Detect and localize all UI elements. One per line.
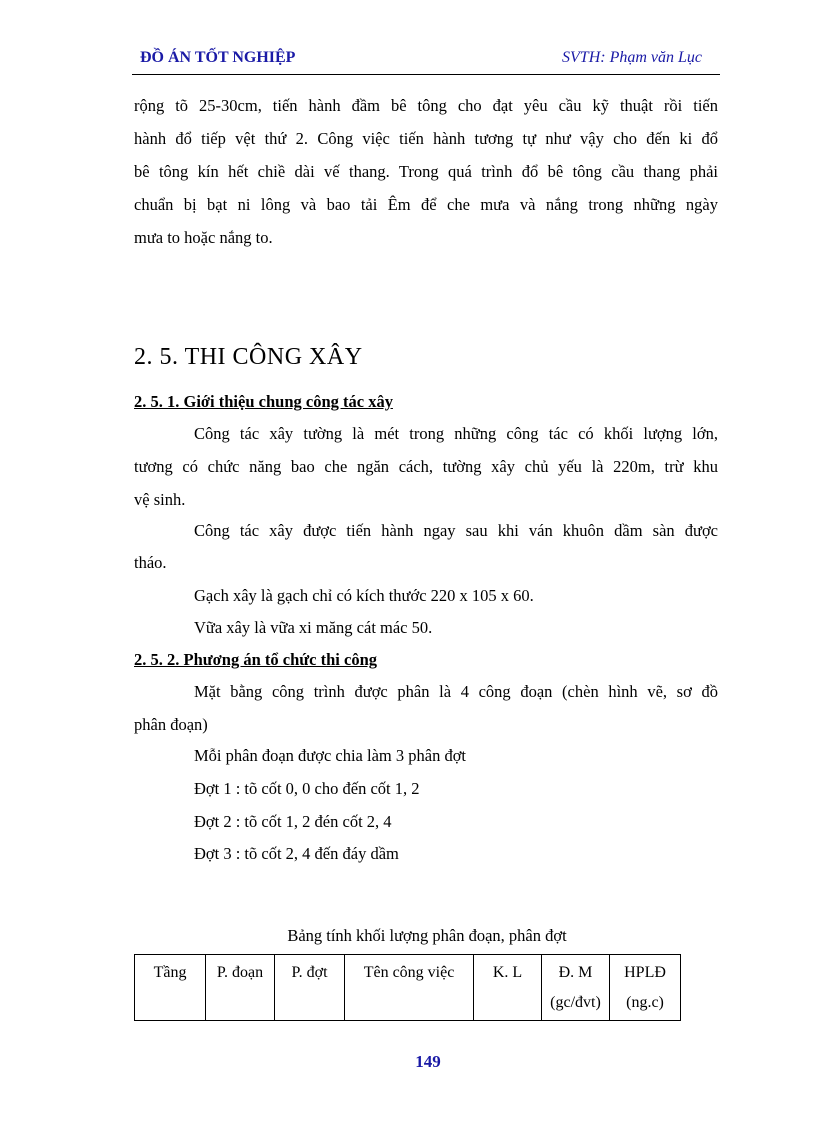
paragraph-line: Đợt 1 : tõ cốt 0, 0 cho đến cốt 1, 2 (194, 779, 420, 798)
column-header-phan-doan (206, 955, 275, 1021)
page-number: 149 (415, 1052, 441, 1071)
column-header-sublabel: (ng.c) (626, 994, 664, 1011)
column-header-label: K. L (492, 964, 523, 981)
paragraph-line: Gạch xây là gạch chỉ có kích thước 220 x 105 x 60. (194, 586, 534, 605)
column-header-phan-dot (275, 955, 345, 1021)
paragraph-line: Mỗi phân đoạn được chia làm 3 phân đợt (194, 746, 467, 765)
column-header-sublabel: (gc/đvt) (550, 994, 601, 1011)
column-header-label: Đ. M (558, 964, 593, 981)
column-header-hpld (610, 955, 681, 1021)
column-header-label: Tầng (153, 964, 187, 981)
paragraph-line: tháo. (134, 553, 167, 572)
paragraph-line: Công tác xây tường là mét trong những công tác có khối lượng lớn, (194, 424, 718, 443)
section-title: 2. 5. THI CÔNG XÂY (134, 344, 363, 370)
paragraph-line: phân đoạn) (134, 715, 208, 734)
column-header-label: HPLĐ (624, 964, 666, 981)
header-author: SVTH: Phạm văn Lục (562, 49, 702, 66)
paragraph-line: Vữa xây là vữa xi măng cát mác 50. (194, 618, 433, 637)
volume-table (134, 954, 681, 1021)
paragraph-line: hành đổ tiếp vệt thứ 2. Công việc tiến hành tương tự như vậy cho đến ki đổ (134, 129, 718, 148)
column-header-label: P. đoạn (216, 964, 264, 981)
paragraph-line: bê tông kín hết chiề dài vế thang. Trong quá trình đổ bê tông cầu thang phải (134, 162, 718, 181)
paragraph-line: tương có chức năng bao che ngăn cách, tường xây chủ yếu là 220m, trừ khu (134, 457, 718, 476)
page-header (132, 44, 720, 74)
column-header-khoi-luong (474, 955, 542, 1021)
column-header-label: P. đợt (291, 964, 328, 981)
paragraph-line: vệ sinh. (134, 490, 186, 509)
table-header-row (135, 955, 681, 1021)
paragraph-line: Đợt 3 : tõ cốt 2, 4 đến đáy dầm (194, 844, 399, 863)
paragraph-line: mưa to hoặc nắng to. (134, 228, 273, 247)
subsection-heading: 2. 5. 1. Giới thiệu chung công tác xây (134, 392, 393, 411)
paragraph-line: Đợt 2 : tõ cốt 1, 2 đén cốt 2, 4 (194, 812, 392, 831)
subsection-heading: 2. 5. 2. Phương án tổ chức thi công (134, 650, 377, 669)
header-title: ĐỒ ÁN TỐT NGHIỆP (140, 49, 296, 66)
header-rule (132, 74, 720, 75)
table-caption: Bảng tính khối lượng phân đoạn, phân đợt (287, 926, 567, 945)
column-header-label: Tên công việc (363, 964, 455, 981)
paragraph-line: chuẩn bị bạt ni lông và bao tải Êm để che mưa và nắng trong những ngày (134, 195, 718, 214)
column-header-ten-cong-viec (345, 955, 474, 1021)
paragraph-line: Công tác xây được tiến hành ngay sau khi ván khuôn dầm sàn được (194, 521, 718, 540)
paragraph-line: Mặt bằng công trình được phân là 4 công đoạn (chèn hình vẽ, sơ đồ (194, 682, 718, 701)
paragraph-line: rộng tõ 25-30cm, tiến hành đầm bê tông cho đạt yêu cầu kỹ thuật rồi tiến (134, 96, 718, 115)
column-header-dinh-muc (542, 955, 610, 1021)
column-header-tang (135, 955, 206, 1021)
